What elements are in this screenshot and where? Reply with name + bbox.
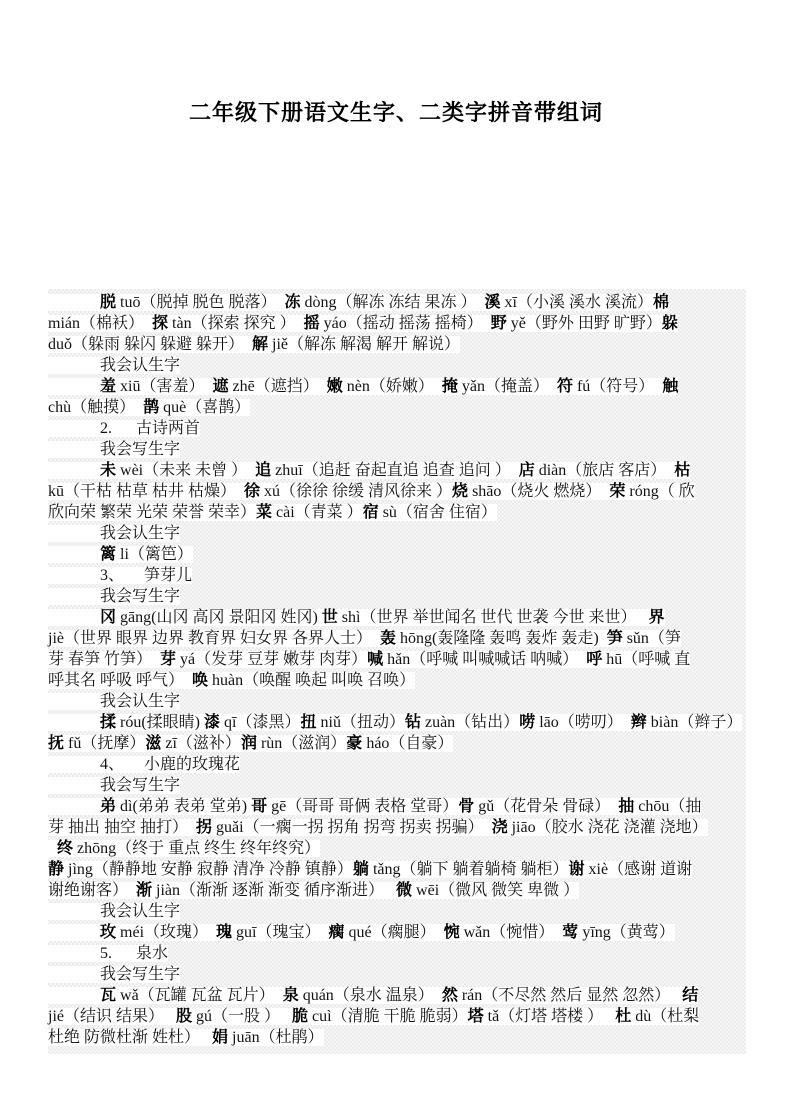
- headword: 冈: [100, 609, 117, 626]
- text-segment: rùn（滋润）: [256, 735, 347, 752]
- text-line: [48, 502, 746, 523]
- text-segment: wèi（未来 未曾 ）: [116, 462, 256, 479]
- text-segment: shāo（烧火 燃烧）: [468, 483, 610, 500]
- text-line-content: [48, 798, 701, 815]
- text-line: [48, 418, 746, 439]
- headword: 渐: [136, 882, 153, 899]
- headword: 掩: [441, 378, 458, 395]
- text-line: [48, 586, 746, 607]
- text-line-content: [48, 987, 698, 1004]
- text-line: [48, 859, 746, 880]
- text-line-content: [48, 504, 497, 521]
- text-line-content: [48, 357, 180, 374]
- text-line-content: [48, 420, 200, 437]
- headword: 菜: [256, 504, 273, 521]
- headword: 荣: [609, 483, 626, 500]
- headword: 莺: [562, 924, 579, 941]
- text-segment: tuō（脱掉 脱色 脱落）: [116, 294, 285, 311]
- text-segment: cài（青菜 ）: [272, 504, 363, 521]
- headword: 娟: [212, 1029, 229, 1046]
- text-segment: 4、 小鹿的玫瑰花: [100, 756, 241, 773]
- text-segment: shì（世界 举世闻名 世代 世袭 今世 来世）: [337, 609, 649, 626]
- text-line-content: [48, 378, 678, 395]
- headword: 塔: [467, 1008, 484, 1025]
- headword: 扭: [300, 714, 317, 731]
- text-line: [48, 460, 746, 481]
- text-segment: juān（杜鹃）: [228, 1029, 324, 1046]
- text-segment: xiū（害羞）: [116, 378, 213, 395]
- text-segment: quán（泉水 温泉）: [298, 987, 442, 1004]
- text-segment: yīng（黄莺）: [578, 924, 675, 941]
- headword: 徐: [244, 483, 261, 500]
- headword: 哥: [251, 798, 268, 815]
- headword: 抽: [618, 798, 635, 815]
- text-line-content: [48, 294, 669, 311]
- text-segment: 我会认生字: [100, 525, 181, 542]
- text-line-content: [48, 819, 708, 836]
- text-line-content: [48, 924, 675, 941]
- text-line-content: [48, 714, 742, 731]
- text-segment: 3、 笋芽儿: [100, 567, 193, 584]
- headword: 符: [556, 378, 573, 395]
- text-line: [48, 292, 746, 313]
- text-line: [48, 1006, 746, 1027]
- text-line-content: [48, 315, 678, 332]
- text-line: [48, 670, 746, 691]
- text-segment: fú（符号）: [572, 378, 663, 395]
- text-segment: yǎn（掩盖）: [457, 378, 557, 395]
- headword: 润: [240, 735, 257, 752]
- headword: 躲: [661, 315, 678, 332]
- headword: 追: [255, 462, 272, 479]
- text-segment: 呼其名 呼吸 呼气）: [48, 672, 193, 689]
- text-segment: chōu（抽: [634, 798, 702, 815]
- headword: 脆: [292, 1008, 309, 1025]
- headword: 玫: [100, 924, 117, 941]
- text-segment: zhōng（终于 重点 终生 终年终究）: [73, 840, 321, 857]
- text-line-content: [48, 840, 320, 857]
- text-segment: hǎn（呼喊 叫喊喊话 呐喊）: [383, 651, 587, 668]
- text-line-content: [48, 735, 453, 752]
- text-segment: jiè（世界 眼界 边界 教育界 妇女界 各界人士）: [48, 630, 380, 647]
- headword: 微: [396, 882, 413, 899]
- text-line: [48, 607, 746, 628]
- text-line-content: [48, 861, 692, 878]
- text-segment: 我会写生字: [100, 441, 181, 458]
- text-line-content: [48, 588, 180, 605]
- headword: 枯: [674, 462, 691, 479]
- headword: 抚: [48, 735, 65, 752]
- text-line-content: [48, 693, 180, 710]
- headword: 溪: [484, 294, 501, 311]
- headword: 股: [176, 1008, 193, 1025]
- text-line: [48, 523, 746, 544]
- text-line: [48, 775, 746, 796]
- text-segment: wēi（微风 微笑 卑微 ）: [412, 882, 580, 899]
- text-segment: dì(弟弟 表弟 堂弟): [116, 798, 252, 815]
- headword: 漆: [204, 714, 221, 731]
- headword: 冻: [284, 294, 301, 311]
- text-line: [48, 733, 746, 754]
- text-line-content: [48, 399, 250, 416]
- headword: 静: [48, 861, 65, 878]
- text-segment: fǔ（抚摩）: [64, 735, 146, 752]
- text-line-content: [48, 609, 665, 626]
- headword: 豪: [346, 735, 363, 752]
- text-segment: hū（呼喊 直: [602, 651, 691, 668]
- text-line: [48, 313, 746, 334]
- text-segment: dù（杜梨: [631, 1008, 700, 1025]
- text-line-content: [48, 462, 690, 479]
- text-line: [48, 481, 746, 502]
- text-line-content: [48, 546, 193, 563]
- text-line: [48, 355, 746, 376]
- text-segment: nèn（娇嫩）: [342, 378, 442, 395]
- headword: 呼: [586, 651, 603, 668]
- headword: 篱: [100, 546, 117, 563]
- text-segment: 杜绝 防微杜渐 姓杜）: [48, 1029, 213, 1046]
- text-line: [48, 712, 746, 733]
- headword: 野: [490, 315, 507, 332]
- headword: 界: [648, 609, 665, 626]
- text-segment: gú（一股 ）: [192, 1008, 293, 1025]
- headword: 骨: [458, 798, 475, 815]
- headword: 躺: [352, 861, 369, 878]
- text-segment: jiě（解冻 解渴 解开 解说）: [268, 336, 461, 353]
- text-line-content: [48, 756, 240, 773]
- headword: 揉: [100, 714, 117, 731]
- text-segment: yě（野外 田野 旷野）: [506, 315, 662, 332]
- headword: 遮: [212, 378, 229, 395]
- headword: 瑰: [216, 924, 233, 941]
- headword: 脱: [100, 294, 117, 311]
- text-segment: cuì（清脆 干脆 脆弱）: [308, 1008, 468, 1025]
- body-block: [48, 289, 746, 1054]
- headword: 店: [518, 462, 535, 479]
- text-segment: jié（结识 结果）: [48, 1008, 176, 1025]
- headword: 滋: [145, 735, 162, 752]
- text-line: [48, 922, 746, 943]
- text-line: [48, 649, 746, 670]
- text-segment: zhē（遮挡）: [228, 378, 327, 395]
- headword: 辫: [630, 714, 647, 731]
- text-segment: 我会认生字: [100, 903, 181, 920]
- text-line: [48, 334, 746, 355]
- text-segment: rán（不尽然 然后 显然 忽然）: [457, 987, 683, 1004]
- text-segment: guī（瑰宝）: [232, 924, 329, 941]
- text-line: [48, 1027, 746, 1048]
- body-lines: [48, 292, 746, 1048]
- text-line: [48, 544, 746, 565]
- text-segment: jiàn（渐渐 逐渐 渐变 循序渐进）: [152, 882, 397, 899]
- headword: 杜: [615, 1008, 632, 1025]
- text-line-content: [48, 1008, 699, 1025]
- text-segment: jìng（静静地 安静 寂静 清净 冷静 镇静）: [64, 861, 353, 878]
- headword: 嫩: [326, 378, 343, 395]
- text-line-content: [48, 483, 695, 500]
- text-segment: 谢绝谢客）: [48, 882, 137, 899]
- text-segment: 5. 泉水: [100, 945, 169, 962]
- text-line: [48, 901, 746, 922]
- text-line-content: [48, 525, 180, 542]
- headword: 泉: [282, 987, 299, 1004]
- headword: 摇: [303, 315, 320, 332]
- text-segment: méi（玫瑰）: [116, 924, 217, 941]
- text-segment: dòng（解冻 冻结 果冻 ）: [300, 294, 485, 311]
- headword: 浇: [491, 819, 508, 836]
- text-segment: yáo（摇动 摇荡 摇椅）: [319, 315, 491, 332]
- text-line-content: [48, 882, 579, 899]
- text-segment: chù（触摸）: [48, 399, 144, 416]
- headword: 瘸: [328, 924, 345, 941]
- text-segment: xiè（感谢 道谢: [584, 861, 693, 878]
- text-segment: wǎ（瓦罐 瓦盆 瓦片）: [116, 987, 283, 1004]
- text-line: [48, 943, 746, 964]
- text-line: [48, 691, 746, 712]
- text-line: [48, 880, 746, 901]
- headword: 芽: [160, 651, 177, 668]
- text-line: [48, 565, 746, 586]
- text-segment: lāo（唠叨）: [535, 714, 631, 731]
- text-segment: zī（滋补）: [161, 735, 241, 752]
- text-segment: biàn（辫子）: [646, 714, 743, 731]
- headword: 谢: [568, 861, 585, 878]
- headword: 拐: [196, 819, 213, 836]
- text-line-content: [48, 630, 681, 647]
- text-segment: 我会写生字: [100, 777, 181, 794]
- text-segment: mián（棉袄）: [48, 315, 152, 332]
- headword: 结: [682, 987, 699, 1004]
- text-segment: 我会认生字: [100, 693, 181, 710]
- text-segment: qī（漆黑）: [220, 714, 301, 731]
- text-line: [48, 628, 746, 649]
- text-line-content: [48, 777, 180, 794]
- text-segment: 我会写生字: [100, 966, 181, 983]
- headword: 钻: [404, 714, 421, 731]
- text-line: [48, 397, 746, 418]
- headword: 未: [100, 462, 117, 479]
- text-segment: róu(揉眼睛): [116, 714, 205, 731]
- text-line-content: [48, 567, 192, 584]
- headword: 瓦: [100, 987, 117, 1004]
- text-segment: jiāo（胶水 浇花 浇灌 浇地）: [507, 819, 708, 836]
- headword: 唤: [192, 672, 209, 689]
- text-segment: huàn（唤醒 唤起 叫唤 召唤）: [208, 672, 416, 689]
- text-segment: 我会写生字: [100, 588, 181, 605]
- headword: 然: [441, 987, 458, 1004]
- headword: 羞: [100, 378, 117, 395]
- text-line: [48, 817, 746, 838]
- text-line: [48, 754, 746, 775]
- text-segment: 我会认生字: [100, 357, 181, 374]
- text-line: [48, 376, 746, 397]
- headword: 轰: [380, 630, 397, 647]
- text-segment: sù（宿舍 住宿）: [378, 504, 497, 521]
- text-segment: duǒ（躲雨 躲闪 躲避 躲开）: [48, 336, 253, 353]
- text-segment: tǎng（躺下 躺着躺椅 躺柜）: [368, 861, 569, 878]
- page-title: 二年级下册语文生字、二类字拼音带组词: [188, 100, 603, 125]
- headword: 棉: [652, 294, 669, 311]
- text-segment: xú（徐徐 徐缓 清风徐来 ）: [260, 483, 453, 500]
- text-line-content: [48, 672, 415, 689]
- headword: 笋: [606, 630, 623, 647]
- headword: 终: [57, 840, 74, 857]
- headword: 弟: [100, 798, 117, 815]
- text-line-content: [48, 441, 180, 458]
- headword: 宿: [362, 504, 379, 521]
- text-segment: hōng(轰隆隆 轰鸣 轰炸 轰走): [396, 630, 607, 647]
- text-segment: tàn（探索 探究 ）: [168, 315, 304, 332]
- text-line-content: [48, 651, 690, 668]
- text-segment: sǔn（笋: [622, 630, 681, 647]
- text-segment: gē（哥哥 哥俩 表格 堂哥）: [267, 798, 459, 815]
- headword: 鹊: [143, 399, 160, 416]
- headword: 唠: [519, 714, 536, 731]
- text-line-content: [48, 966, 180, 983]
- text-segment: qué（瘸腿）: [344, 924, 444, 941]
- text-line: [48, 796, 746, 817]
- headword: 解: [252, 336, 269, 353]
- text-segment: xī（小溪 溪水 溪流）: [500, 294, 653, 311]
- headword: 触: [662, 378, 679, 395]
- headword: 探: [152, 315, 169, 332]
- text-segment: 2. 古诗两首: [100, 420, 201, 437]
- text-segment: gǔ（花骨朵 骨碌）: [474, 798, 619, 815]
- text-segment: diàn（旅店 客店）: [534, 462, 675, 479]
- text-segment: tǎ（灯塔 塔楼 ）: [483, 1008, 616, 1025]
- text-segment: què（喜鹊）: [159, 399, 251, 416]
- text-line: [48, 439, 746, 460]
- text-segment: róng（ 欣: [625, 483, 695, 500]
- headword: 世: [321, 609, 338, 626]
- text-segment: zhuī（追赶 奋起直追 追查 追问 ）: [271, 462, 519, 479]
- headword: 烧: [452, 483, 469, 500]
- text-segment: wǎn（惋惜）: [459, 924, 563, 941]
- text-line-content: [48, 1029, 324, 1046]
- text-line: [48, 838, 746, 859]
- text-line-content: [48, 336, 460, 353]
- headword: 喊: [367, 651, 384, 668]
- text-line: [48, 985, 746, 1006]
- text-segment: zuàn（钻出）: [420, 714, 520, 731]
- text-segment: gāng(山冈 高冈 景阳冈 姓冈): [116, 609, 322, 626]
- text-line-content: [48, 945, 168, 962]
- text-segment: li（篱笆）: [116, 546, 193, 563]
- text-segment: kū（干枯 枯草 枯井 枯燥）: [48, 483, 245, 500]
- text-segment: 芽 春笋 竹笋）: [48, 651, 161, 668]
- text-line-content: [48, 903, 180, 920]
- text-segment: 芽 抽出 抽空 抽打）: [48, 819, 197, 836]
- text-segment: 欣向荣 繁荣 光荣 荣誉 荣幸）: [48, 504, 257, 521]
- headword: 惋: [443, 924, 460, 941]
- text-segment: guǎi（一瘸一拐 拐角 拐弯 拐卖 拐骗）: [212, 819, 492, 836]
- text-segment: niǔ（扭动）: [316, 714, 405, 731]
- text-segment: yá（发芽 豆芽 嫩芽 肉芽）: [176, 651, 368, 668]
- text-segment: háo（自豪）: [362, 735, 454, 752]
- text-line: [48, 964, 746, 985]
